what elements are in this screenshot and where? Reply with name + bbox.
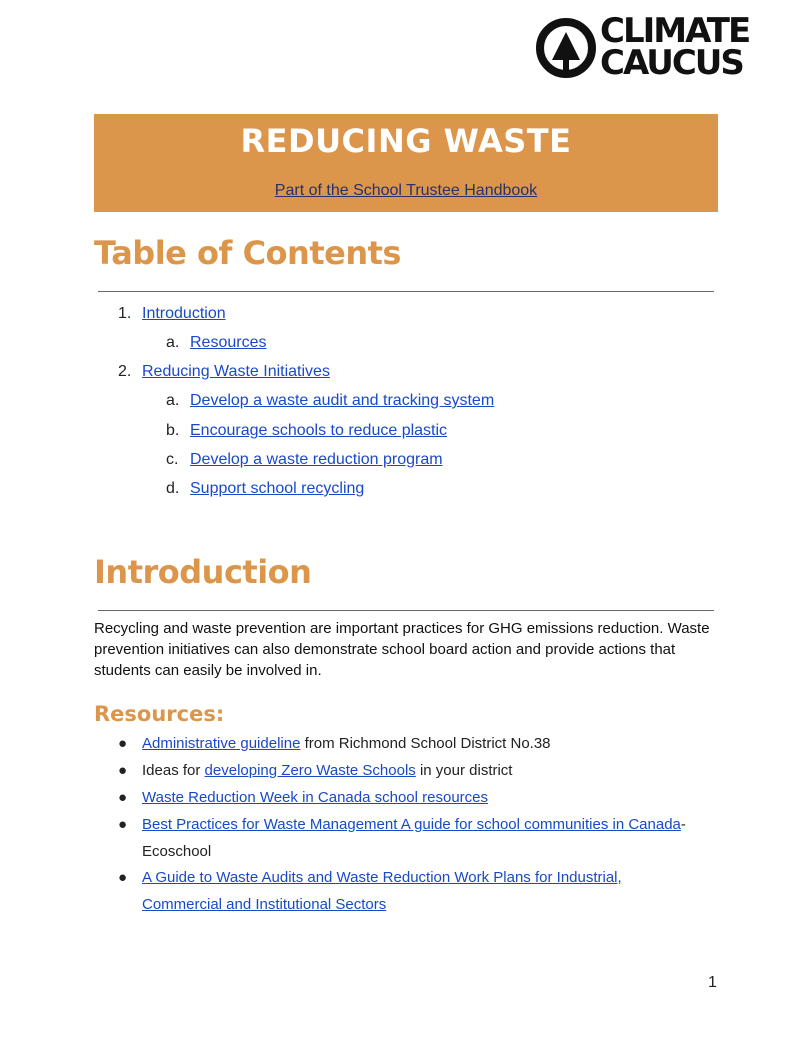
resource-text: - Ecoschool xyxy=(142,816,686,860)
introduction-paragraph: Recycling and waste prevention are important practices for GHG emissions reduction. Waste prevention initiatives can also demonstrate school board action and provide actions that students can easily be involved in. xyxy=(94,620,710,679)
list-item xyxy=(118,811,702,865)
toc-item-number: c. xyxy=(166,451,179,468)
introduction-divider xyxy=(98,610,714,611)
toc-link-reduce-plastic[interactable]: Encourage schools to reduce plastic xyxy=(190,422,448,439)
list-item xyxy=(118,730,702,757)
logo-text-line2: CAUCUS xyxy=(600,43,743,83)
resources-heading: Resources: xyxy=(94,702,225,726)
resource-link-best-practices[interactable]: Best Practices for Waste Management A guide for school communities in Canada xyxy=(142,816,681,833)
bullet-icon: ● xyxy=(118,789,128,806)
list-item xyxy=(118,864,702,918)
toc-link-resources[interactable]: Resources xyxy=(190,334,267,351)
resource-text: from Richmond School District No.38 xyxy=(300,735,551,752)
bullet-icon: ● xyxy=(118,816,128,833)
toc-link-introduction[interactable]: Introduction xyxy=(142,305,226,322)
list-item xyxy=(118,784,702,811)
toc-item-number: b. xyxy=(166,422,180,439)
climate-caucus-logo-icon xyxy=(536,18,596,78)
resource-link-zero-waste-schools[interactable]: developing Zero Waste Schools xyxy=(204,762,416,779)
logo-text-line1: CLIMATE xyxy=(600,11,750,51)
resource-link-administrative-guideline[interactable]: Administrative guideline xyxy=(142,735,301,752)
toc-item-number: 2. xyxy=(118,363,132,380)
document-title: REDUCING WASTE xyxy=(240,122,572,160)
introduction-heading: Introduction xyxy=(94,553,312,591)
toc-item-number: a. xyxy=(166,392,180,409)
resource-link-waste-reduction-week[interactable]: Waste Reduction Week in Canada school resources xyxy=(142,789,489,806)
toc-item-number: d. xyxy=(166,480,180,497)
toc-link-reducing-waste-initiatives[interactable]: Reducing Waste Initiatives xyxy=(142,363,330,380)
bullet-icon: ● xyxy=(118,762,128,779)
toc-heading: Table of Contents xyxy=(94,234,401,272)
toc-link-waste-audit[interactable]: Develop a waste audit and tracking system xyxy=(190,392,495,409)
toc-item-number: 1. xyxy=(118,305,132,322)
resource-text: Ideas for xyxy=(142,762,205,779)
toc-link-school-recycling[interactable]: Support school recycling xyxy=(190,480,365,497)
list-item xyxy=(118,757,702,784)
page-number: 1 xyxy=(708,974,717,991)
document-subtitle xyxy=(0,182,812,200)
toc-divider xyxy=(98,291,714,292)
bullet-icon: ● xyxy=(118,735,128,752)
climate-caucus-logo xyxy=(536,11,798,83)
resource-text: in your district xyxy=(415,762,513,779)
bullet-icon: ● xyxy=(118,869,128,886)
handbook-link[interactable]: Part of the School Trustee Handbook xyxy=(274,182,538,199)
toc-link-waste-reduction-program[interactable]: Develop a waste reduction program xyxy=(190,451,443,468)
resource-link-waste-audits-guide[interactable]: A Guide to Waste Audits and Waste Reduction Work Plans for Industrial, Commercial and Institutional Sectors xyxy=(142,869,622,913)
toc-item-number: a. xyxy=(166,334,180,351)
